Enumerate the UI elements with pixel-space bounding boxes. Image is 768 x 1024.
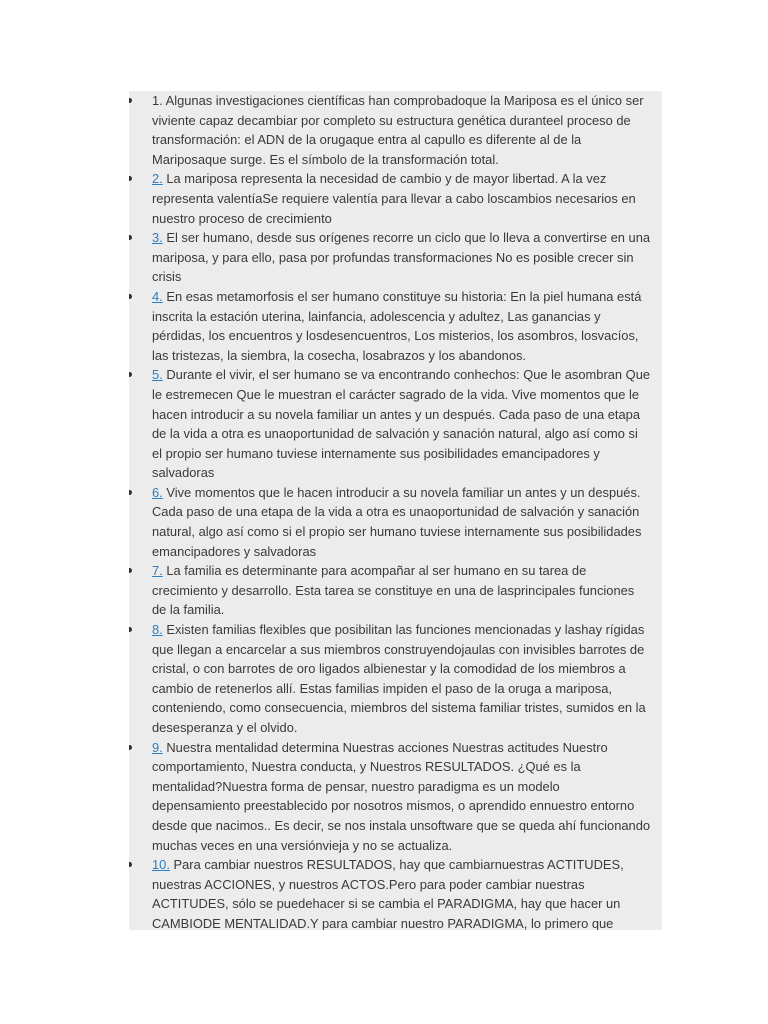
list-item [129,228,662,287]
item-number-link[interactable]: 7. [152,563,163,579]
text-line-content: Nuestra mentalidad determina Nuestras acciones Nuestras actitudes Nuestro [166,739,608,755]
list-item [129,483,662,561]
text-line-content: las tristezas, la siembra, la cosecha, losabrazos y los abandonos. [152,347,527,363]
text-line-content: transformación: el ADN de la orugaque entra al capullo es diferente al de la [152,132,582,148]
list-item [129,169,662,228]
text-line-content: de la familia. [152,602,225,618]
text-line [152,679,662,699]
text-line [152,228,662,248]
text-line-content: comportamiento, Nuestra conducta, y Nuestros RESULTADOS. ¿Qué es la [152,759,581,775]
item-number-link[interactable]: 4. [152,288,163,304]
list-item [129,365,662,483]
text-line-content: Para cambiar nuestros RESULTADOS, hay que cambiarnuestras ACTITUDES, [173,857,624,873]
text-line-content: La mariposa representa la necesidad de cambio y de mayor libertad. A la vez [166,171,607,187]
text-line-content: Existen familias flexibles que posibilitan las funciones mencionadas y lashay rígidas [166,622,645,638]
text-line [152,483,662,503]
bullet-icon [129,745,132,750]
item-number-link[interactable]: 5. [152,367,163,383]
item-number-link[interactable]: 3. [152,230,163,246]
text-line-content: 1. Algunas investigaciones científicas han comprobadoque la Mariposa es el único ser [152,93,644,108]
text-line [152,659,662,679]
item-number-link[interactable]: 6. [152,484,163,500]
text-line [152,189,662,209]
list-item [129,91,662,169]
text-line [152,150,662,170]
item-number-link[interactable]: 8. [152,622,163,638]
text-line [152,875,662,895]
text-line-content: natural, algo así como si el propio ser humano tuviese internamente sus posibilidades [152,524,642,540]
item-number-link[interactable]: 10. [152,857,170,873]
text-line [152,463,662,483]
text-line-content: mentalidad?Nuestra forma de pensar, nuestro paradigma es un modelo [152,778,560,794]
text-line-content: El ser humano, desde sus orígenes recorre un ciclo que lo lleva a convertirse en una [166,230,651,246]
text-line-content: salvadoras [152,465,215,481]
text-line-content: desesperanza y el olvido. [152,720,298,735]
text-line-content: emancipadores y salvadoras [152,543,317,559]
content-box [129,91,662,930]
text-line [152,718,662,738]
bullet-icon [129,98,132,103]
text-line-content: En esas metamorfosis el ser humano constituye su historia: En la piel humana está [166,288,642,304]
text-line [152,836,662,856]
text-line-content: ACTITUDES, sólo se puedehacer si se cambia el PARADIGMA, hay que hacer un [152,896,621,912]
text-line [152,640,662,660]
text-line-content: La familia es determinante para acompañar al ser humano en su tarea de [166,563,587,579]
bullet-icon [129,490,132,495]
text-line-content: crecimiento y desarrollo. Esta tarea se constituye en una de lasprincipales funciones [152,582,635,598]
bullet-icon [129,235,132,240]
text-line [152,267,662,287]
text-line-content: nuestras ACCIONES, y nuestros ACTOS.Pero para poder cambiar nuestras [152,876,585,892]
text-line-content: pérdidas, los encuentros y losdesencuentros, Los misterios, los asombros, losvacíos, [152,328,639,344]
text-line [152,581,662,601]
text-line-content: mariposa, y para ello, pasa por profundas transformaciones No es posible crecer sin [152,249,634,265]
text-line-content: Mariposaque surge. Es el símbolo de la transformación total. [152,151,499,167]
text-line-content: hacen introducir a su novela familiar un antes y un después. Cada paso de una etapa [152,406,641,422]
text-line [152,287,662,307]
text-line-content: le estremecen Que le muestran el carácter sagrado de la vida. Vive momentos que le [152,386,639,402]
text-line [152,698,662,718]
text-line [152,307,662,327]
text-line [152,248,662,268]
text-line [152,816,662,836]
text-line [152,209,662,229]
text-line-content: representa valentíaSe requiere valentía para llevar a cabo loscambios necesarios en [152,190,636,206]
item-number-link[interactable]: 9. [152,739,163,755]
bullet-icon [129,176,132,181]
text-line [152,444,662,464]
list-item [129,287,662,365]
text-line-content: viviente capaz decambiar por completo su estructura genética duranteel proceso de [152,112,631,128]
text-line-content: desde que nacimos.. Es decir, se nos instala unsoftware que se queda ahí funcionando [152,817,651,833]
list-item [129,855,662,930]
text-line-content: cristal, o con barrotes de oro ligados albienestar y la comodidad de los miembros a [152,661,626,677]
text-line [152,169,662,189]
text-line-content: cambio de retenerlos allí. Estas familias impiden el paso de la oruga a mariposa, [152,680,613,696]
text-line [152,620,662,640]
text-line-content: nuestro proceso de crecimiento [152,210,332,226]
text-line [152,424,662,444]
text-line [152,796,662,816]
bullet-list [129,91,662,930]
text-line-content: conteniendo, como consecuencia, miembros del sistema familiar tristes, sumidos en la [152,700,646,716]
text-line [152,405,662,425]
list-item [129,738,662,856]
text-line [152,738,662,758]
text-line-content: Vive momentos que le hacen introducir a su novela familiar un antes y un después. [166,484,641,500]
text-line [152,111,662,131]
text-line [152,346,662,366]
list-item [129,620,662,738]
text-line [152,91,662,111]
text-line [152,914,662,930]
item-number-link[interactable]: 2. [152,171,163,187]
text-line-content: el propio ser humano tuviese internamente sus posibilidades emancipadores y [152,445,600,461]
text-line-content: de la vida a otra es unaoportunidad de salvación y sanación natural, algo así como si [152,426,638,442]
text-line [152,522,662,542]
text-line [152,855,662,875]
text-line-content: que llegan a encarcelar a sus miembros construyendojaulas con invisibles barrotes de [152,641,645,657]
text-line [152,502,662,522]
text-line [152,365,662,385]
bullet-icon [129,862,132,867]
text-line [152,561,662,581]
bullet-icon [129,372,132,377]
text-line [152,130,662,150]
text-line-content: crisis [152,269,182,285]
text-line [152,894,662,914]
list-item [129,561,662,620]
text-line-content: CAMBIODE MENTALIDAD.Y para cambiar nuestro PARADIGMA, lo primero que [152,915,614,930]
bullet-icon [129,568,132,573]
text-line [152,326,662,346]
text-line [152,600,662,620]
text-line-content: Durante el vivir, el ser humano se va encontrando conhechos: Que le asombran Que [166,367,651,383]
text-line-content: muchas veces en una versiónvieja y no se actualiza. [152,837,453,853]
text-line-content: depensamiento preestablecido por nosotros mismos, o aprendido ennuestro entorno [152,798,635,814]
text-line [152,385,662,405]
bullet-icon [129,294,132,299]
text-line [152,542,662,562]
bullet-icon [129,627,132,632]
text-line-content: Cada paso de una etapa de la vida a otra es unaoportunidad de salvación y sanación [152,504,640,520]
text-line [152,757,662,777]
text-line [152,777,662,797]
text-line-content: inscrita la estación uterina, lainfancia, adolescencia y adultez, Las ganancias y [152,308,601,324]
